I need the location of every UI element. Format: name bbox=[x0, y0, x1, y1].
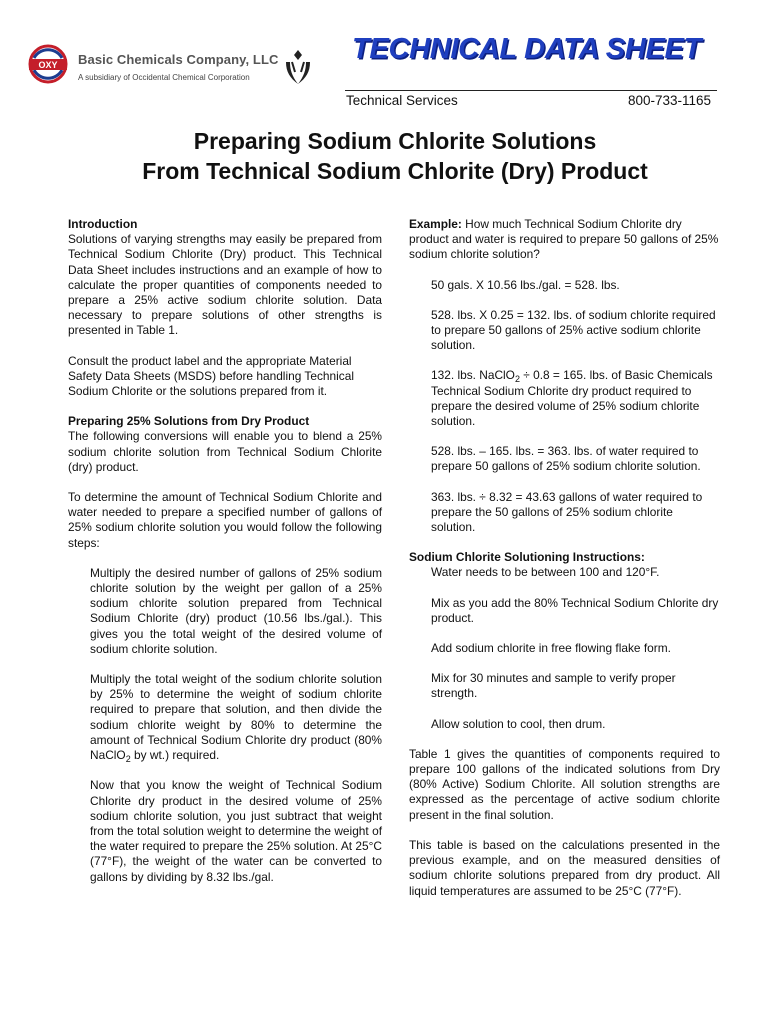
step-2-text-b: by wt.) required. bbox=[130, 748, 220, 763]
company-subtitle: A subsidiary of Occidental Chemical Corporation bbox=[78, 73, 250, 82]
intro-heading: Introduction bbox=[68, 217, 138, 231]
instruction-3: Add sodium chlorite in free flowing flake form. bbox=[431, 641, 671, 656]
header-divider bbox=[345, 90, 717, 91]
page-title-line-1: Preparing Sodium Chlorite Solutions bbox=[193, 128, 597, 154]
department-label: Technical Services bbox=[346, 93, 458, 108]
calc-step-3-subscript: 2 bbox=[514, 374, 520, 385]
company-name: Basic Chemicals Company, LLC bbox=[78, 52, 279, 67]
calc-step-5: 363. lbs. ÷ 8.32 = 43.63 gallons of water required to prepare the 50 gallons of 25% sodium chlorite solution. bbox=[431, 489, 703, 535]
instructions-heading: Sodium Chlorite Solutioning Instructions: bbox=[409, 550, 645, 565]
right-column bbox=[409, 217, 720, 914]
instruction-1: Water needs to be between 100 and 120°F. bbox=[431, 565, 660, 580]
safety-paragraph: Consult the product label and the appropriate Material Safety Data Sheets (MSDS) before handling Technical Sodium Chlorite or the solutions prepared from it. bbox=[68, 353, 354, 399]
step-2-subscript: 2 bbox=[125, 754, 131, 765]
oxy-logo-icon bbox=[28, 44, 68, 84]
calc-step-3 bbox=[409, 368, 720, 429]
left-column bbox=[68, 217, 382, 900]
step-3: Now that you know the weight of Technical Sodium Chlorite dry product in the desired volume of 25% sodium chlorite solution, you just subtract that weight from the total solution weight to determine the weight of the water required to prepare the 25% solution. At 25°C (77°F), the weight of the water can be converted to gallons by dividing by 8.32 lbs./gal. bbox=[90, 778, 382, 884]
instruction-4: Mix for 30 minutes and sample to verify proper strength. bbox=[431, 671, 676, 701]
page-title-line-2: From Technical Sodium Chlorite (Dry) Product bbox=[142, 158, 648, 184]
instruction-2: Mix as you add the 80% Technical Sodium Chlorite dry product. bbox=[431, 595, 719, 625]
example-question bbox=[409, 217, 720, 263]
logo-text: OXY bbox=[38, 60, 58, 70]
step-1: Multiply the desired number of gallons of 25% sodium chlorite solution by the weight per gallon of a 25% sodium chlorite solution prepared from Technical Sodium Chlorite (dry) product (10.56 lbs./gal.). This gives you the total weight of the desired volume of sodium chlorite solution. bbox=[90, 565, 382, 656]
step-2-text-a: Multiply the total weight of the sodium chlorite solution by 25% to determine the weight of sodium chlorite required to prepare that solution, and then divide the sodium chlorite weight by 80% to determine the amount of Technical Sodium Chlorite dry product (80% NaClO bbox=[90, 672, 382, 763]
responsible-care-hands-icon bbox=[283, 48, 313, 88]
example-label: Example: bbox=[409, 217, 462, 231]
table-description-paragraph: Table 1 gives the quantities of components required to prepare 100 gallons of the indicated solutions from Dry (80% Active) Sodium Chlorite. All solution strengths are expressed as the percentage of active sodium chlorite present in the final solution. bbox=[409, 746, 720, 822]
table-basis-paragraph: This table is based on the calculations presented in the previous example, and on the measured densities of sodium chlorite solutions prepared from dry product. All liquid temperatures are assumed to be 25°C (77°F). bbox=[409, 837, 720, 898]
step-2 bbox=[68, 672, 382, 763]
intro-paragraph: Solutions of varying strengths may easily be prepared from Technical Sodium Chlorite (Dry) product. This Technical Data Sheet includes instructions and an example of how to calculate the proper quantities of components needed to prepare a 25% active sodium chlorite solution. Data necessary to prepare solutions of other strengths is presented in Table 1. bbox=[68, 232, 382, 338]
calc-step-3-text-a: 132. lbs. NaClO bbox=[431, 368, 515, 383]
calc-step-1: 50 gals. X 10.56 lbs./gal. = 528. lbs. bbox=[431, 277, 620, 292]
calc-step-4: 528. lbs. – 165. lbs. = 363. lbs. of water required to prepare 50 gallons of 25% sodium chlorite solution. bbox=[431, 444, 701, 474]
prep-heading: Preparing 25% Solutions from Dry Product bbox=[68, 414, 310, 429]
calc-step-2: 528. lbs. X 0.25 = 132. lbs. of sodium chlorite required to prepare 50 gallons of 25% active sodium chlorite solution. bbox=[431, 307, 716, 353]
phone-number: 800-733-1165 bbox=[628, 93, 712, 108]
document-type-title: TECHNICAL DATA SHEET bbox=[352, 33, 701, 65]
instruction-5: Allow solution to cool, then drum. bbox=[431, 716, 606, 731]
prep-paragraph: The following conversions will enable you to blend a 25% sodium chlorite solution from Technical Sodium Chlorite (dry) product. bbox=[68, 429, 382, 474]
calc-step-3-text-b: ÷ 0.8 = 165. lbs. of Basic Chemicals Technical Sodium Chlorite dry product required to prepare the desired volume of 25% sodium chlorite solution. bbox=[431, 368, 713, 429]
example-question-text: How much Technical Sodium Chlorite dry product and water is required to prepare 50 gallons of 25% sodium chlorite solution? bbox=[409, 217, 719, 262]
steps-intro-paragraph: To determine the amount of Technical Sodium Chlorite and water needed to prepare a specified number of gallons of 25% sodium chlorite solution you would follow the following steps: bbox=[68, 490, 382, 550]
